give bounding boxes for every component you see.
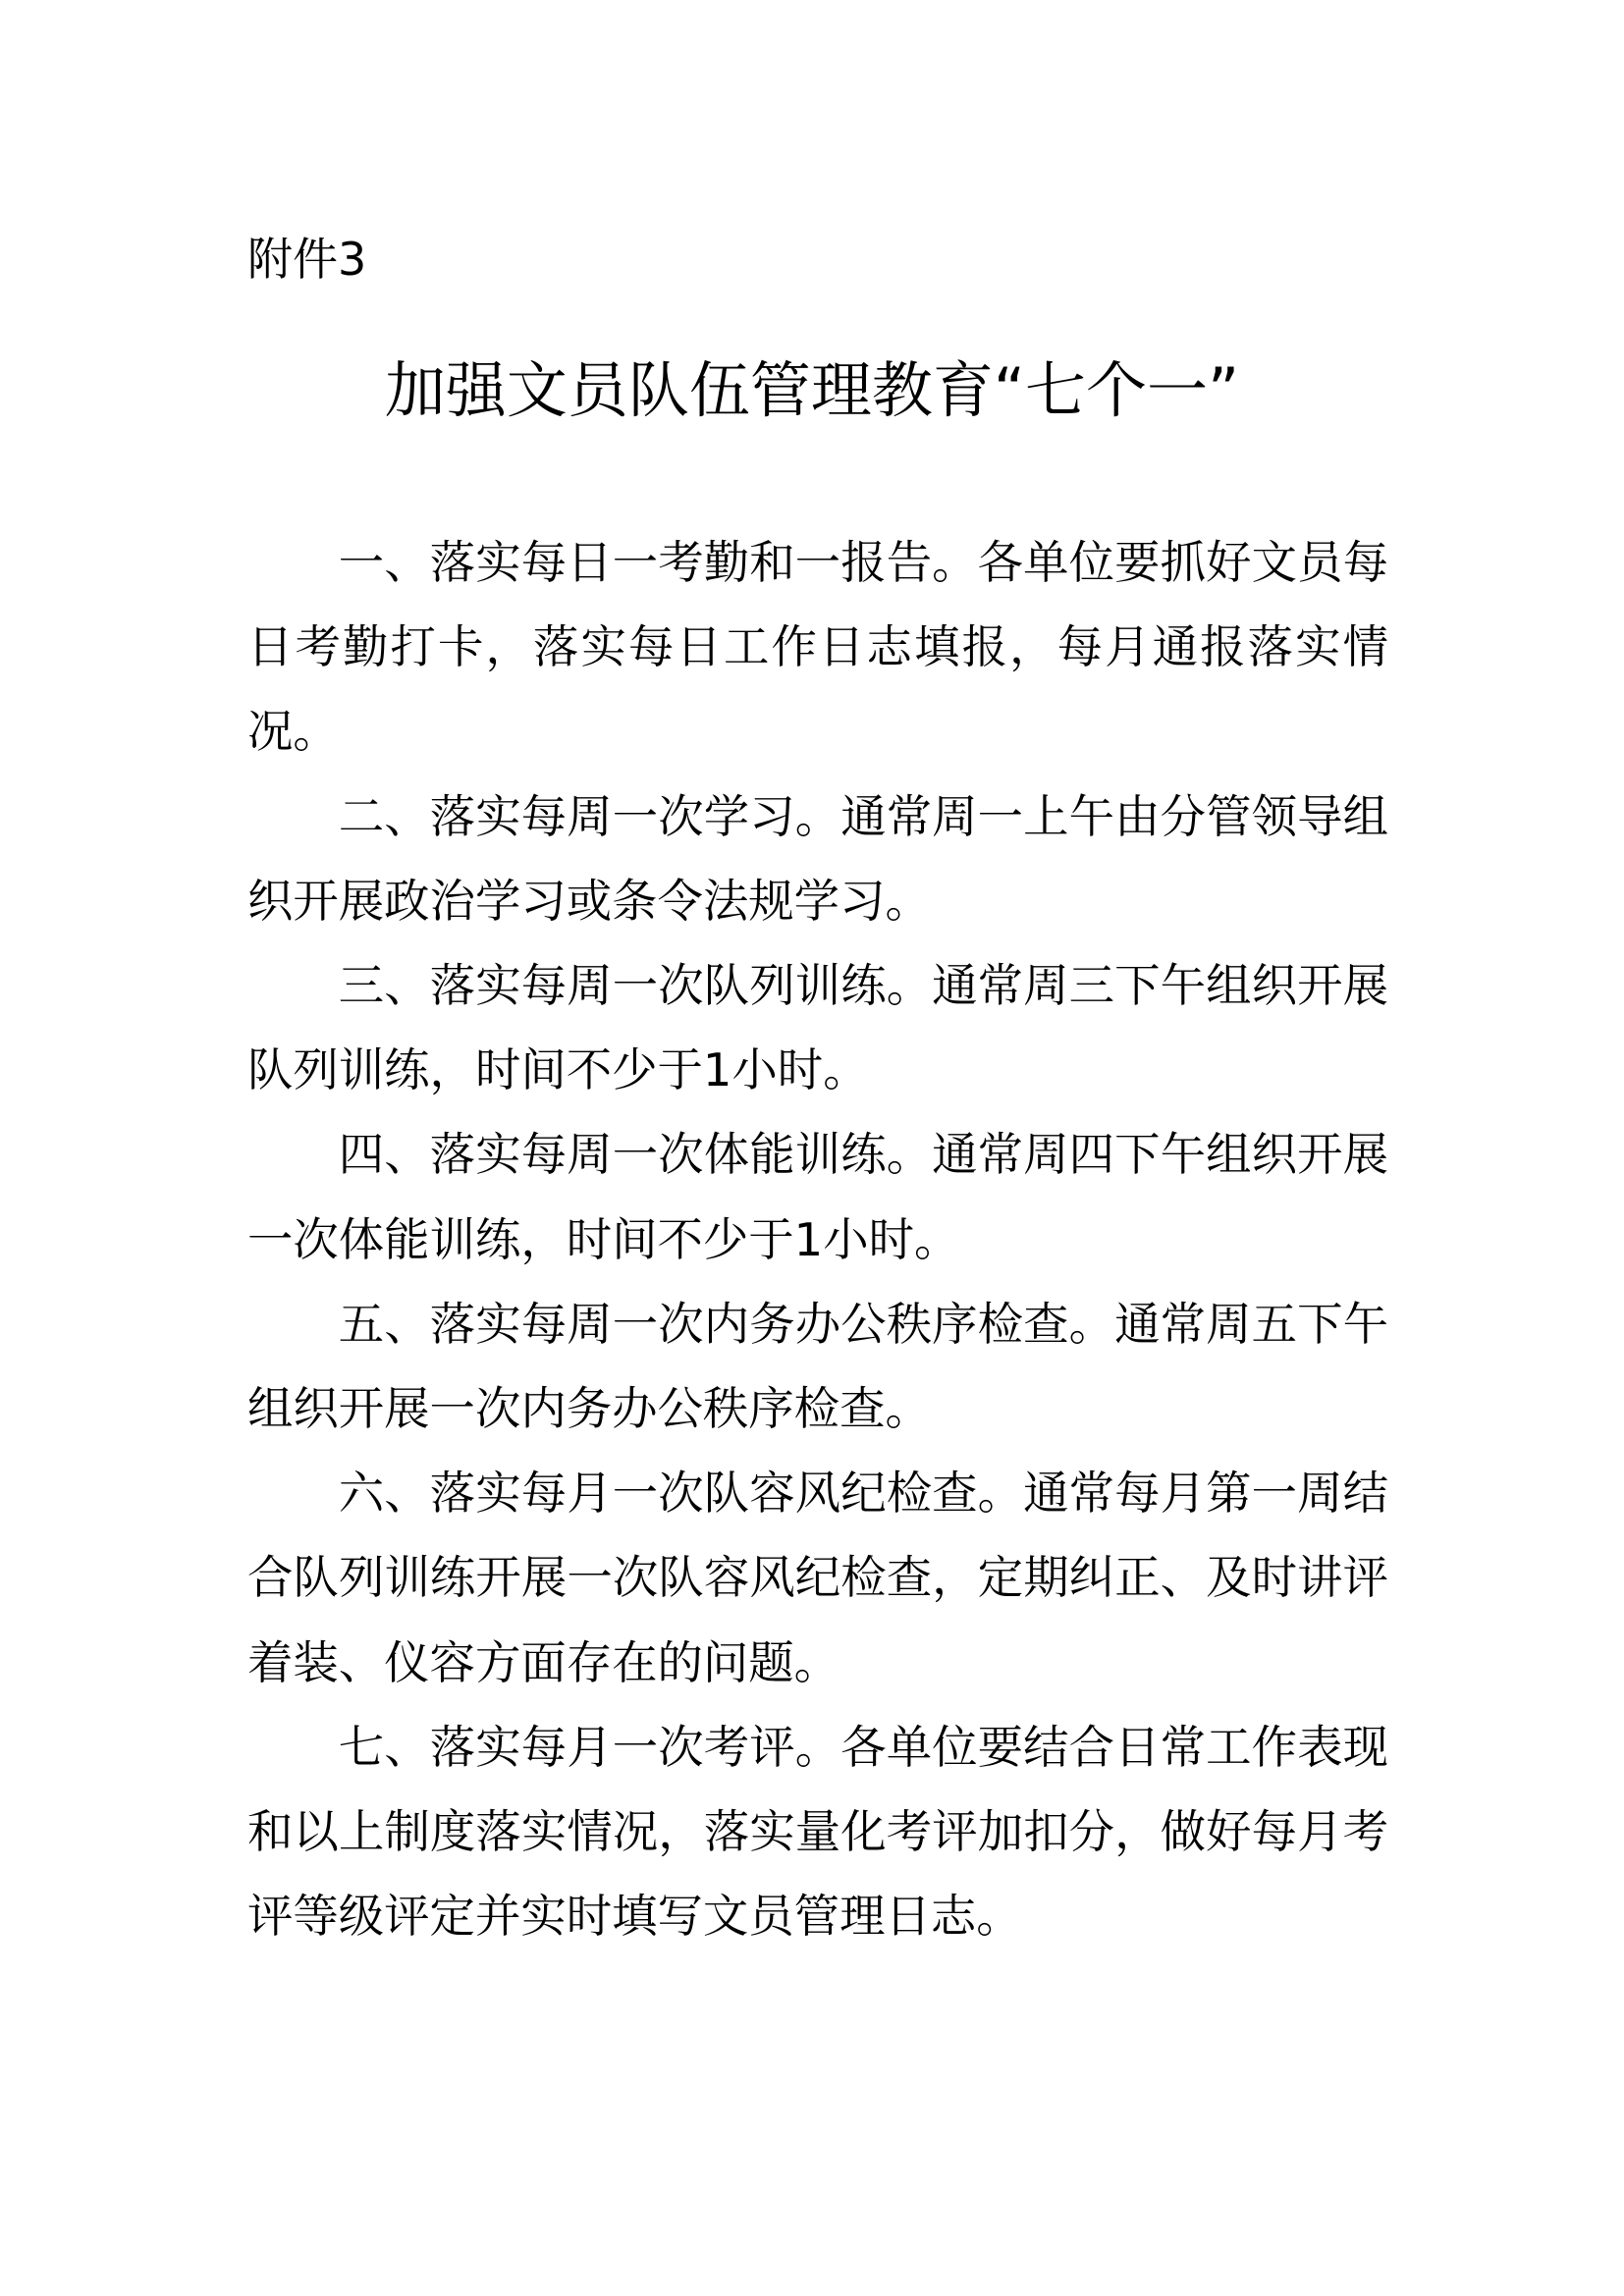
paragraph-3: 三、落实每周一次队列训练。通常周三下午组织开展队列训练，时间不少于1小时。 [247,959,1388,1097]
paragraph-4: 四、落实每周一次体能训练。通常周四下午组织开展一次体能训练，时间不少于1小时。 [247,1128,1388,1266]
paragraph-5: 五、落实每周一次内务办公秩序检查。通常周五下午组织开展一次内务办公秩序检查。 [247,1297,1388,1436]
paragraph-2: 二、落实每周一次学习。通常周一上午由分管领导组织开展政治学习或条令法规学习。 [247,789,1388,928]
attachment-label: 附件3 [247,233,367,286]
paragraph-7: 七、落实每月一次考评。各单位要结合日常工作表现和以上制度落实情况，落实量化考评加扣分，做好每月考评等级评定并实时填写文员管理日志。 [247,1720,1388,1944]
document-title: 加强文员队伍管理教育“七个一” [384,354,1240,426]
paragraph-6: 六、落实每月一次队容风纪检查。通常每月第一周结合队列训练开展一次队容风纪检查，定期纠正、及时讲评着装、仪容方面存在的问题。 [247,1467,1388,1689]
paragraph-1: 一、落实每日一考勤和一报告。各单位要抓好文员每日考勤打卡，落实每日工作日志填报，每月通报落实情况。 [247,536,1388,759]
document-body [247,520,1388,1958]
